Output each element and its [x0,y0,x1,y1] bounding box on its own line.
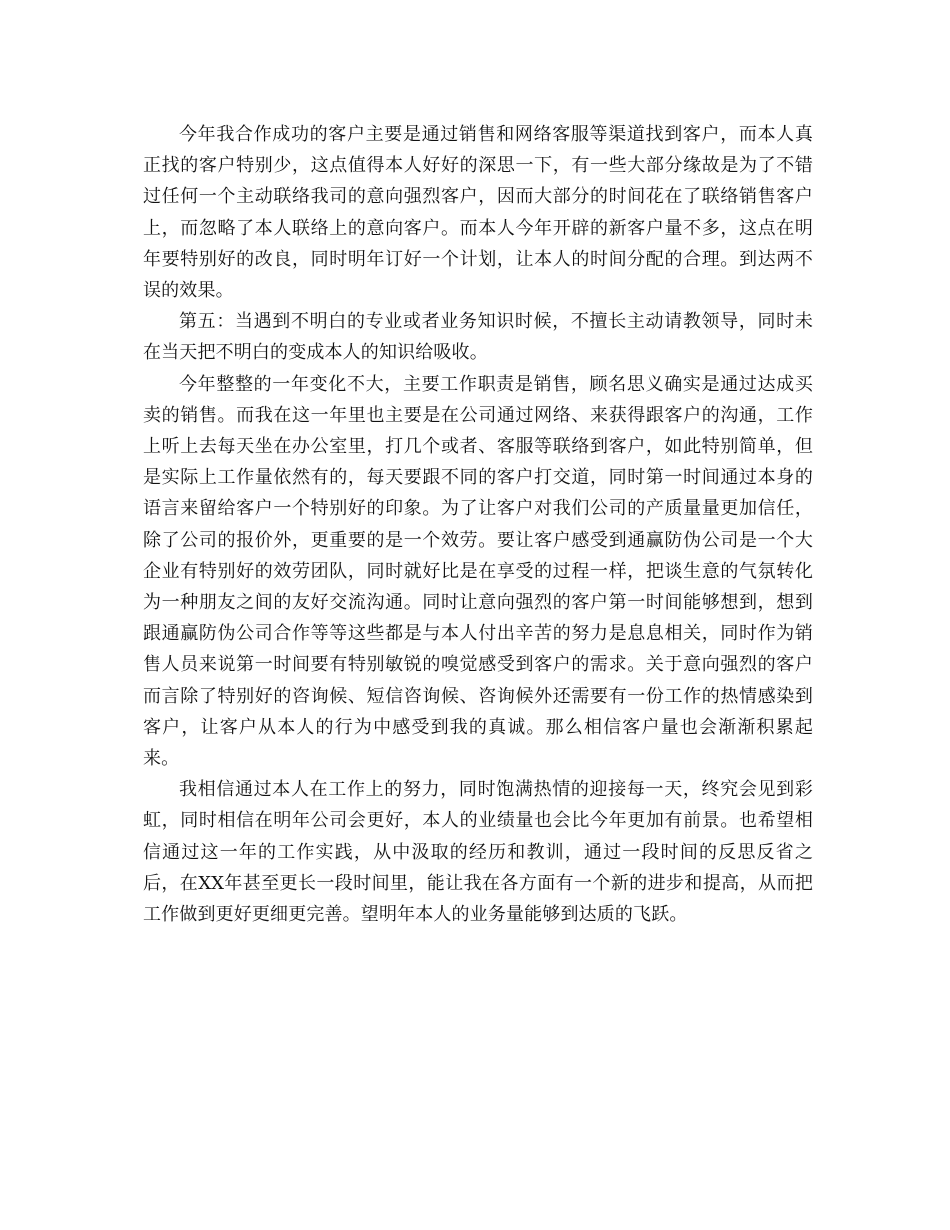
document-body [143,119,813,930]
paragraph-point-five: 第五：当遇到不明白的专业或者业务知识时候，不擅长主动请教领导，同时未在当天把不明白的变成本人的知识给吸收。 [143,311,813,364]
paragraph-year-summary: 今年整整的一年变化不大，主要工作职责是销售，顾名思义确实是通过达成买卖的销售。而我在这一年里也主要是在公司通过网络、来获得跟客户的沟通，工作上听上去每天坐在办公室里，打几个或者、客服等联络到客户，如此特别简单，但是实际上工作量依然有的，每天要跟不同的客户打交道，同时第一时间通过本身的语言来留给客户一个特别好的印象。为了让客户对我们公司的产质量量更加信任，除了公司的报价外，更重要的是一个效劳。要让客户感受到通赢防伪公司是一个大企业有特别好的效劳团队，同时就好比是在享受的过程一样，把谈生意的气氛转化为一种朋友之间的友好交流沟通。同时让意向强烈的客户第一时间能够想到，想到跟通赢防伪公司合作等等这些都是与本人付出辛苦的努力是息息相关，同时作为销售人员来说第一时间要有特别敏锐的嗅觉感受到客户的需求。关于意向强烈的客户而言除了特别好的咨询候、短信咨询候、咨询候外还需要有一份工作的热情感染到客户，让客户从本人的行为中感受到我的真诚。那么相信客户量也会渐渐积累起来。 [143,373,813,770]
paragraph-new-clients: 今年我合作成功的客户主要是通过销售和网络客服等渠道找到客户，而本人真正找的客户特别少，这点值得本人好好的深思一下，有一些大部分缘故是为了不错过任何一个主动联络我司的意向强烈客户，因而大部分的时间花在了联络销售客户上，而忽略了本人联络上的意向客户。而本人今年开辟的新客户量不多，这点在明年要特别好的改良，同时明年订好一个计划，让本人的时间分配的合理。到达两不误的效果。 [143,124,813,302]
paragraph-outlook: 我相信通过本人在工作上的努力，同时饱满热情的迎接每一天，终究会见到彩虹，同时相信在明年公司会更好，本人的业绩量也会比今年更加有前景。也希望相信通过这一年的工作实践，从中汲取的经历和教训，通过一段时间的反思反省之后，在XX年甚至更长一段时间里，能让我在各方面有一个新的进步和提高，从而把工作做到更好更细更完善。望明年本人的业务量能够到达质的飞跃。 [143,779,813,926]
